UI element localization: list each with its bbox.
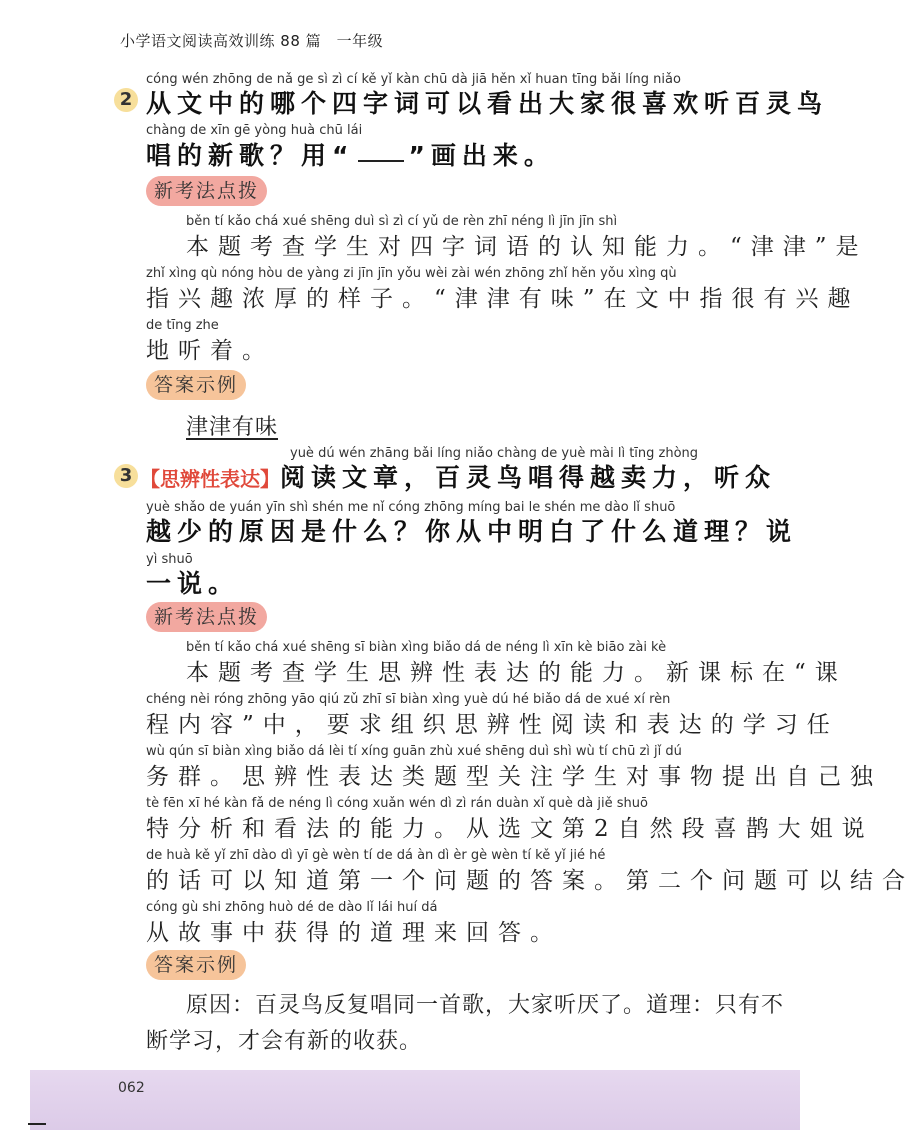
q3-analysis-4-text: 特分析和看法的能力。从选文第2自然段喜鹊大姐说 <box>146 816 874 842</box>
q3-analysis-4-pinyin: tè fēn xī hé kàn fǎ de néng lì cóng xuǎn wén dì zì rán duàn xǐ què dà jiě shuō <box>146 796 648 811</box>
q2-line2-text <box>146 136 555 172</box>
q2-number-badge: 2 <box>114 88 138 112</box>
q2-line2-text-b: ”画出来。 <box>408 141 555 170</box>
q2-analysis-3-pinyin: de tīng zhe <box>146 318 219 333</box>
q3-analysis-2-text: 程内容”中，要求组织思辨性阅读和表达的学习任 <box>146 712 839 738</box>
q2-analysis-label: 新考法点拨 <box>146 176 267 206</box>
q3-analysis-label: 新考法点拨 <box>146 602 267 632</box>
footer-band <box>30 1070 800 1130</box>
q3-answer-line1: 原因：百灵鸟反复唱同一首歌，大家听厌了。道理：只有不 <box>186 993 785 1018</box>
q3-analysis-1-text: 本题考查学生思辨性表达的能力。新课标在“课 <box>186 660 847 686</box>
q3-number-badge: 3 <box>114 464 138 488</box>
q3-answer-line2: 断学习，才会有新的收获。 <box>146 1029 423 1054</box>
q3-line2-text: 越少的原因是什么？你从中明白了什么道理？说 <box>146 517 798 546</box>
q2-analysis-2-text: 指兴趣浓厚的样子。“津津有味”在文中指很有兴趣 <box>146 286 860 312</box>
q2-analysis-3-text: 地听着。 <box>146 338 274 364</box>
q2-analysis-1-text: 本题考查学生对四字词语的认知能力。“津津”是 <box>186 234 868 260</box>
q3-line2-pinyin: yuè shǎo de yuán yīn shì shén me nǐ cóng zhōng míng bai le shén me dào lǐ shuō <box>146 500 676 515</box>
q3-line1-text: 阅读文章，百灵鸟唱得越卖力，听众 <box>280 463 777 492</box>
q3-line1-pinyin: yuè dú wén zhāng bǎi líng niǎo chàng de yuè mài lì tīng zhòng <box>290 446 699 461</box>
q3-analysis-5-pinyin: de huà kě yǐ zhī dào dì yī gè wèn tí de dá àn dì èr gè wèn tí kě yǐ jié hé <box>146 848 606 863</box>
q3-answer-label: 答案示例 <box>146 950 246 980</box>
q3-analysis-3-pinyin: wù qún sī biàn xìng biǎo dá lèi tí xíng guān zhù xué shēng duì shì wù tí chū zì jǐ dú <box>146 744 682 759</box>
q3-line3-pinyin: yì shuō <box>146 552 193 567</box>
q3-line1 <box>140 458 776 494</box>
q2-answer-label: 答案示例 <box>146 370 246 400</box>
q2-answer-text: 津津有味 <box>186 415 279 440</box>
q2-analysis-1-pinyin: běn tí kǎo chá xué shēng duì sì zì cí yǔ de rèn zhī néng lì jīn jīn shì <box>186 214 618 229</box>
q3-analysis-6-text: 从故事中获得的道理来回答。 <box>146 920 562 946</box>
page-corner-mark <box>28 1123 46 1125</box>
page-number: 062 <box>118 1080 145 1096</box>
q2-line2-pinyin: chàng de xīn gē yòng huà chū lái <box>146 123 363 138</box>
q3-analysis-3-text: 务群。思辨性表达类题型关注学生对事物提出自己独 <box>146 764 882 790</box>
q2-line1-pinyin: cóng wén zhōng de nǎ ge sì zì cí kě yǐ kàn chū dà jiā hěn xǐ huan tīng bǎi líng niǎo <box>146 72 681 87</box>
running-header: 小学语文阅读高效训练 88 篇 一年级 <box>120 32 384 50</box>
q3-analysis-5-text: 的话可以知道第一个问题的答案。第二个问题可以结合 <box>146 868 914 894</box>
q3-analysis-6-pinyin: cóng gù shi zhōng huò dé de dào lǐ lái huí dá <box>146 900 438 915</box>
q3-category-tag: 【思辨性表达】 <box>140 467 280 491</box>
q2-analysis-2-pinyin: zhǐ xìng qù nóng hòu de yàng zi jīn jīn yǒu wèi zài wén zhōng zhǐ hěn yǒu xìng qù <box>146 266 677 281</box>
q3-line3-text: 一说。 <box>146 569 240 598</box>
q3-analysis-1-pinyin: běn tí kǎo chá xué shēng sī biàn xìng biǎo dá de néng lì xīn kè biāo zài kè <box>186 640 667 655</box>
q2-line1-text: 从文中的哪个四字词可以看出大家很喜欢听百灵鸟 <box>146 89 829 118</box>
q2-line2-text-a: 唱的新歌？用“ <box>146 141 355 170</box>
answer-blank <box>358 142 404 162</box>
q3-analysis-2-pinyin: chéng nèi róng zhōng yāo qiú zǔ zhī sī biàn xìng yuè dú hé biǎo dá de xué xí rèn <box>146 692 671 707</box>
